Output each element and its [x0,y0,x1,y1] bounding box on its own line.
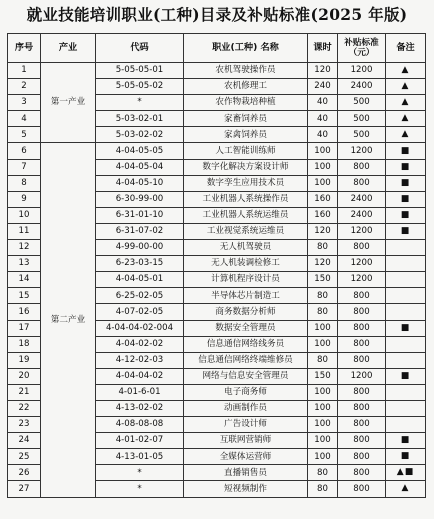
row-hours: 40 [308,127,338,143]
row-number: 11 [8,223,41,239]
row-subsidy: 800 [338,336,386,352]
header-hours: 课时 [308,34,338,63]
row-subsidy: 500 [338,95,386,111]
row-name: 数字化解决方案设计师 [184,159,308,175]
row-hours: 100 [308,449,338,465]
row-code: 4-04-02-02 [96,336,184,352]
row-note: ■ [386,175,426,191]
row-subsidy: 800 [338,400,386,416]
row-hours: 160 [308,191,338,207]
row-code: 4-04-04-02 [96,368,184,384]
row-note: ■ [386,223,426,239]
row-name: 数字孪生应用技术员 [184,175,308,191]
row-number: 7 [8,159,41,175]
row-code: 4-04-04-02-004 [96,320,184,336]
row-note: ▲ [386,63,426,79]
row-hours: 80 [308,240,338,256]
row-subsidy: 2400 [338,207,386,223]
row-hours: 120 [308,63,338,79]
row-note: ▲ [386,127,426,143]
row-code: 4-04-05-04 [96,159,184,175]
row-number: 17 [8,320,41,336]
header-subsidy: 补贴标准（元） [338,34,386,63]
row-subsidy: 500 [338,111,386,127]
row-note [386,352,426,368]
row-name: 计算机程序设计员 [184,272,308,288]
row-number: 24 [8,433,41,449]
row-note [386,417,426,433]
row-hours: 40 [308,111,338,127]
row-hours: 100 [308,320,338,336]
row-hours: 100 [308,400,338,416]
row-name: 信息通信网络线务员 [184,336,308,352]
row-subsidy: 800 [338,417,386,433]
row-note: ▲■ [386,465,426,481]
row-hours: 80 [308,304,338,320]
row-number: 5 [8,127,41,143]
row-subsidy: 800 [338,352,386,368]
row-subsidy: 1200 [338,272,386,288]
row-number: 22 [8,400,41,416]
row-number: 1 [8,63,41,79]
row-name: 无人机装调检修工 [184,256,308,272]
row-number: 18 [8,336,41,352]
row-name: 数据安全管理员 [184,320,308,336]
row-note [386,288,426,304]
row-subsidy: 800 [338,320,386,336]
row-number: 13 [8,256,41,272]
row-hours: 160 [308,207,338,223]
row-code: 6-23-03-15 [96,256,184,272]
row-note: ■ [386,368,426,384]
row-name: 广告设计师 [184,417,308,433]
row-note: ▲ [386,79,426,95]
row-number: 23 [8,417,41,433]
row-subsidy: 800 [338,449,386,465]
industry-primary: 第一产业 [41,63,96,143]
row-number: 3 [8,95,41,111]
row-subsidy: 2400 [338,191,386,207]
row-subsidy: 800 [338,433,386,449]
row-subsidy: 800 [338,304,386,320]
row-name: 商务数据分析师 [184,304,308,320]
row-hours: 40 [308,95,338,111]
row-name: 网络与信息安全管理员 [184,368,308,384]
row-note [386,384,426,400]
row-code: 6-31-01-10 [96,207,184,223]
row-subsidy: 800 [338,288,386,304]
row-hours: 100 [308,175,338,191]
page-title: 就业技能培训职业(工种)目录及补贴标准(2025 年版) [26,5,408,24]
row-name: 工业机器人系统操作员 [184,191,308,207]
row-hours: 120 [308,256,338,272]
row-name: 电子商务师 [184,384,308,400]
row-hours: 100 [308,384,338,400]
row-code: * [96,465,184,481]
row-hours: 100 [308,433,338,449]
row-code: 4-99-00-00 [96,240,184,256]
row-subsidy: 1200 [338,223,386,239]
row-number: 10 [8,207,41,223]
row-subsidy: 1200 [338,63,386,79]
row-subsidy: 800 [338,465,386,481]
row-number: 26 [8,465,41,481]
row-number: 19 [8,352,41,368]
header-industry: 产业 [41,34,96,63]
row-number: 15 [8,288,41,304]
table-row [8,63,426,79]
row-hours: 100 [308,417,338,433]
row-number: 16 [8,304,41,320]
row-number: 4 [8,111,41,127]
row-code: 6-31-07-02 [96,223,184,239]
row-note [386,336,426,352]
row-code: 4-04-05-05 [96,143,184,159]
row-subsidy: 800 [338,481,386,497]
row-number: 25 [8,449,41,465]
row-code: 4-13-02-02 [96,400,184,416]
row-subsidy: 800 [338,384,386,400]
row-hours: 240 [308,79,338,95]
row-name: 农作物栽培种植 [184,95,308,111]
row-code: 4-04-05-01 [96,272,184,288]
row-number: 21 [8,384,41,400]
row-hours: 150 [308,272,338,288]
row-hours: 120 [308,223,338,239]
header-seq: 序号 [8,34,41,63]
row-name: 农机修理工 [184,79,308,95]
row-number: 27 [8,481,41,497]
row-note: ■ [386,159,426,175]
table-body [8,63,426,498]
row-name: 直播销售员 [184,465,308,481]
row-note: ▲ [386,111,426,127]
row-name: 农机驾驶操作员 [184,63,308,79]
row-code: 4-12-02-03 [96,352,184,368]
row-name: 互联网营销师 [184,433,308,449]
row-code: * [96,481,184,497]
row-subsidy: 500 [338,127,386,143]
row-note: ■ [386,449,426,465]
row-subsidy: 2400 [338,79,386,95]
row-code: 5-03-02-02 [96,127,184,143]
row-note: ▲ [386,95,426,111]
row-code: 6-25-02-05 [96,288,184,304]
row-hours: 80 [308,481,338,497]
row-code: 5-03-02-01 [96,111,184,127]
row-code: 4-08-08-08 [96,417,184,433]
row-note [386,256,426,272]
row-hours: 100 [308,336,338,352]
row-code: * [96,95,184,111]
row-note [386,304,426,320]
row-name: 动画制作员 [184,400,308,416]
row-name: 人工智能训练师 [184,143,308,159]
row-note [386,240,426,256]
row-name: 无人机驾驶员 [184,240,308,256]
row-code: 5-05-05-01 [96,63,184,79]
subsidy-table [7,33,426,498]
row-number: 8 [8,175,41,191]
row-code: 4-01-02-07 [96,433,184,449]
row-subsidy: 1200 [338,368,386,384]
row-note [386,400,426,416]
row-hours: 80 [308,352,338,368]
row-code: 5-05-05-02 [96,79,184,95]
row-subsidy: 800 [338,175,386,191]
row-name: 工业机器人系统运维员 [184,207,308,223]
industry-secondary: 第二产业 [41,143,96,497]
row-subsidy: 1200 [338,256,386,272]
header-row [8,34,426,63]
row-name: 家畜饲养员 [184,111,308,127]
table-row [8,143,426,159]
row-number: 20 [8,368,41,384]
row-note: ■ [386,143,426,159]
row-hours: 80 [308,465,338,481]
row-name: 信息通信网络终端维修员 [184,352,308,368]
row-note [386,272,426,288]
row-number: 14 [8,272,41,288]
row-code: 4-13-01-05 [96,449,184,465]
row-subsidy: 800 [338,159,386,175]
row-name: 短视频制作 [184,481,308,497]
row-name: 全媒体运营师 [184,449,308,465]
row-subsidy: 800 [338,240,386,256]
row-name: 工业视觉系统运维员 [184,223,308,239]
row-code: 4-04-05-10 [96,175,184,191]
row-number: 9 [8,191,41,207]
row-note: ▲ [386,481,426,497]
header-code: 代码 [96,34,184,63]
row-number: 2 [8,79,41,95]
header-name: 职业(工种) 名称 [184,34,308,63]
row-code: 6-30-99-00 [96,191,184,207]
row-name: 家禽饲养员 [184,127,308,143]
row-code: 4-01-6-01 [96,384,184,400]
row-subsidy: 1200 [338,143,386,159]
row-note: ■ [386,433,426,449]
row-hours: 150 [308,368,338,384]
row-name: 半导体芯片制造工 [184,288,308,304]
header-note: 备注 [386,34,426,63]
row-number: 12 [8,240,41,256]
row-note: ■ [386,191,426,207]
row-hours: 100 [308,159,338,175]
row-note: ■ [386,207,426,223]
row-note: ■ [386,320,426,336]
row-hours: 80 [308,288,338,304]
row-hours: 100 [308,143,338,159]
row-number: 6 [8,143,41,159]
row-code: 4-07-02-05 [96,304,184,320]
